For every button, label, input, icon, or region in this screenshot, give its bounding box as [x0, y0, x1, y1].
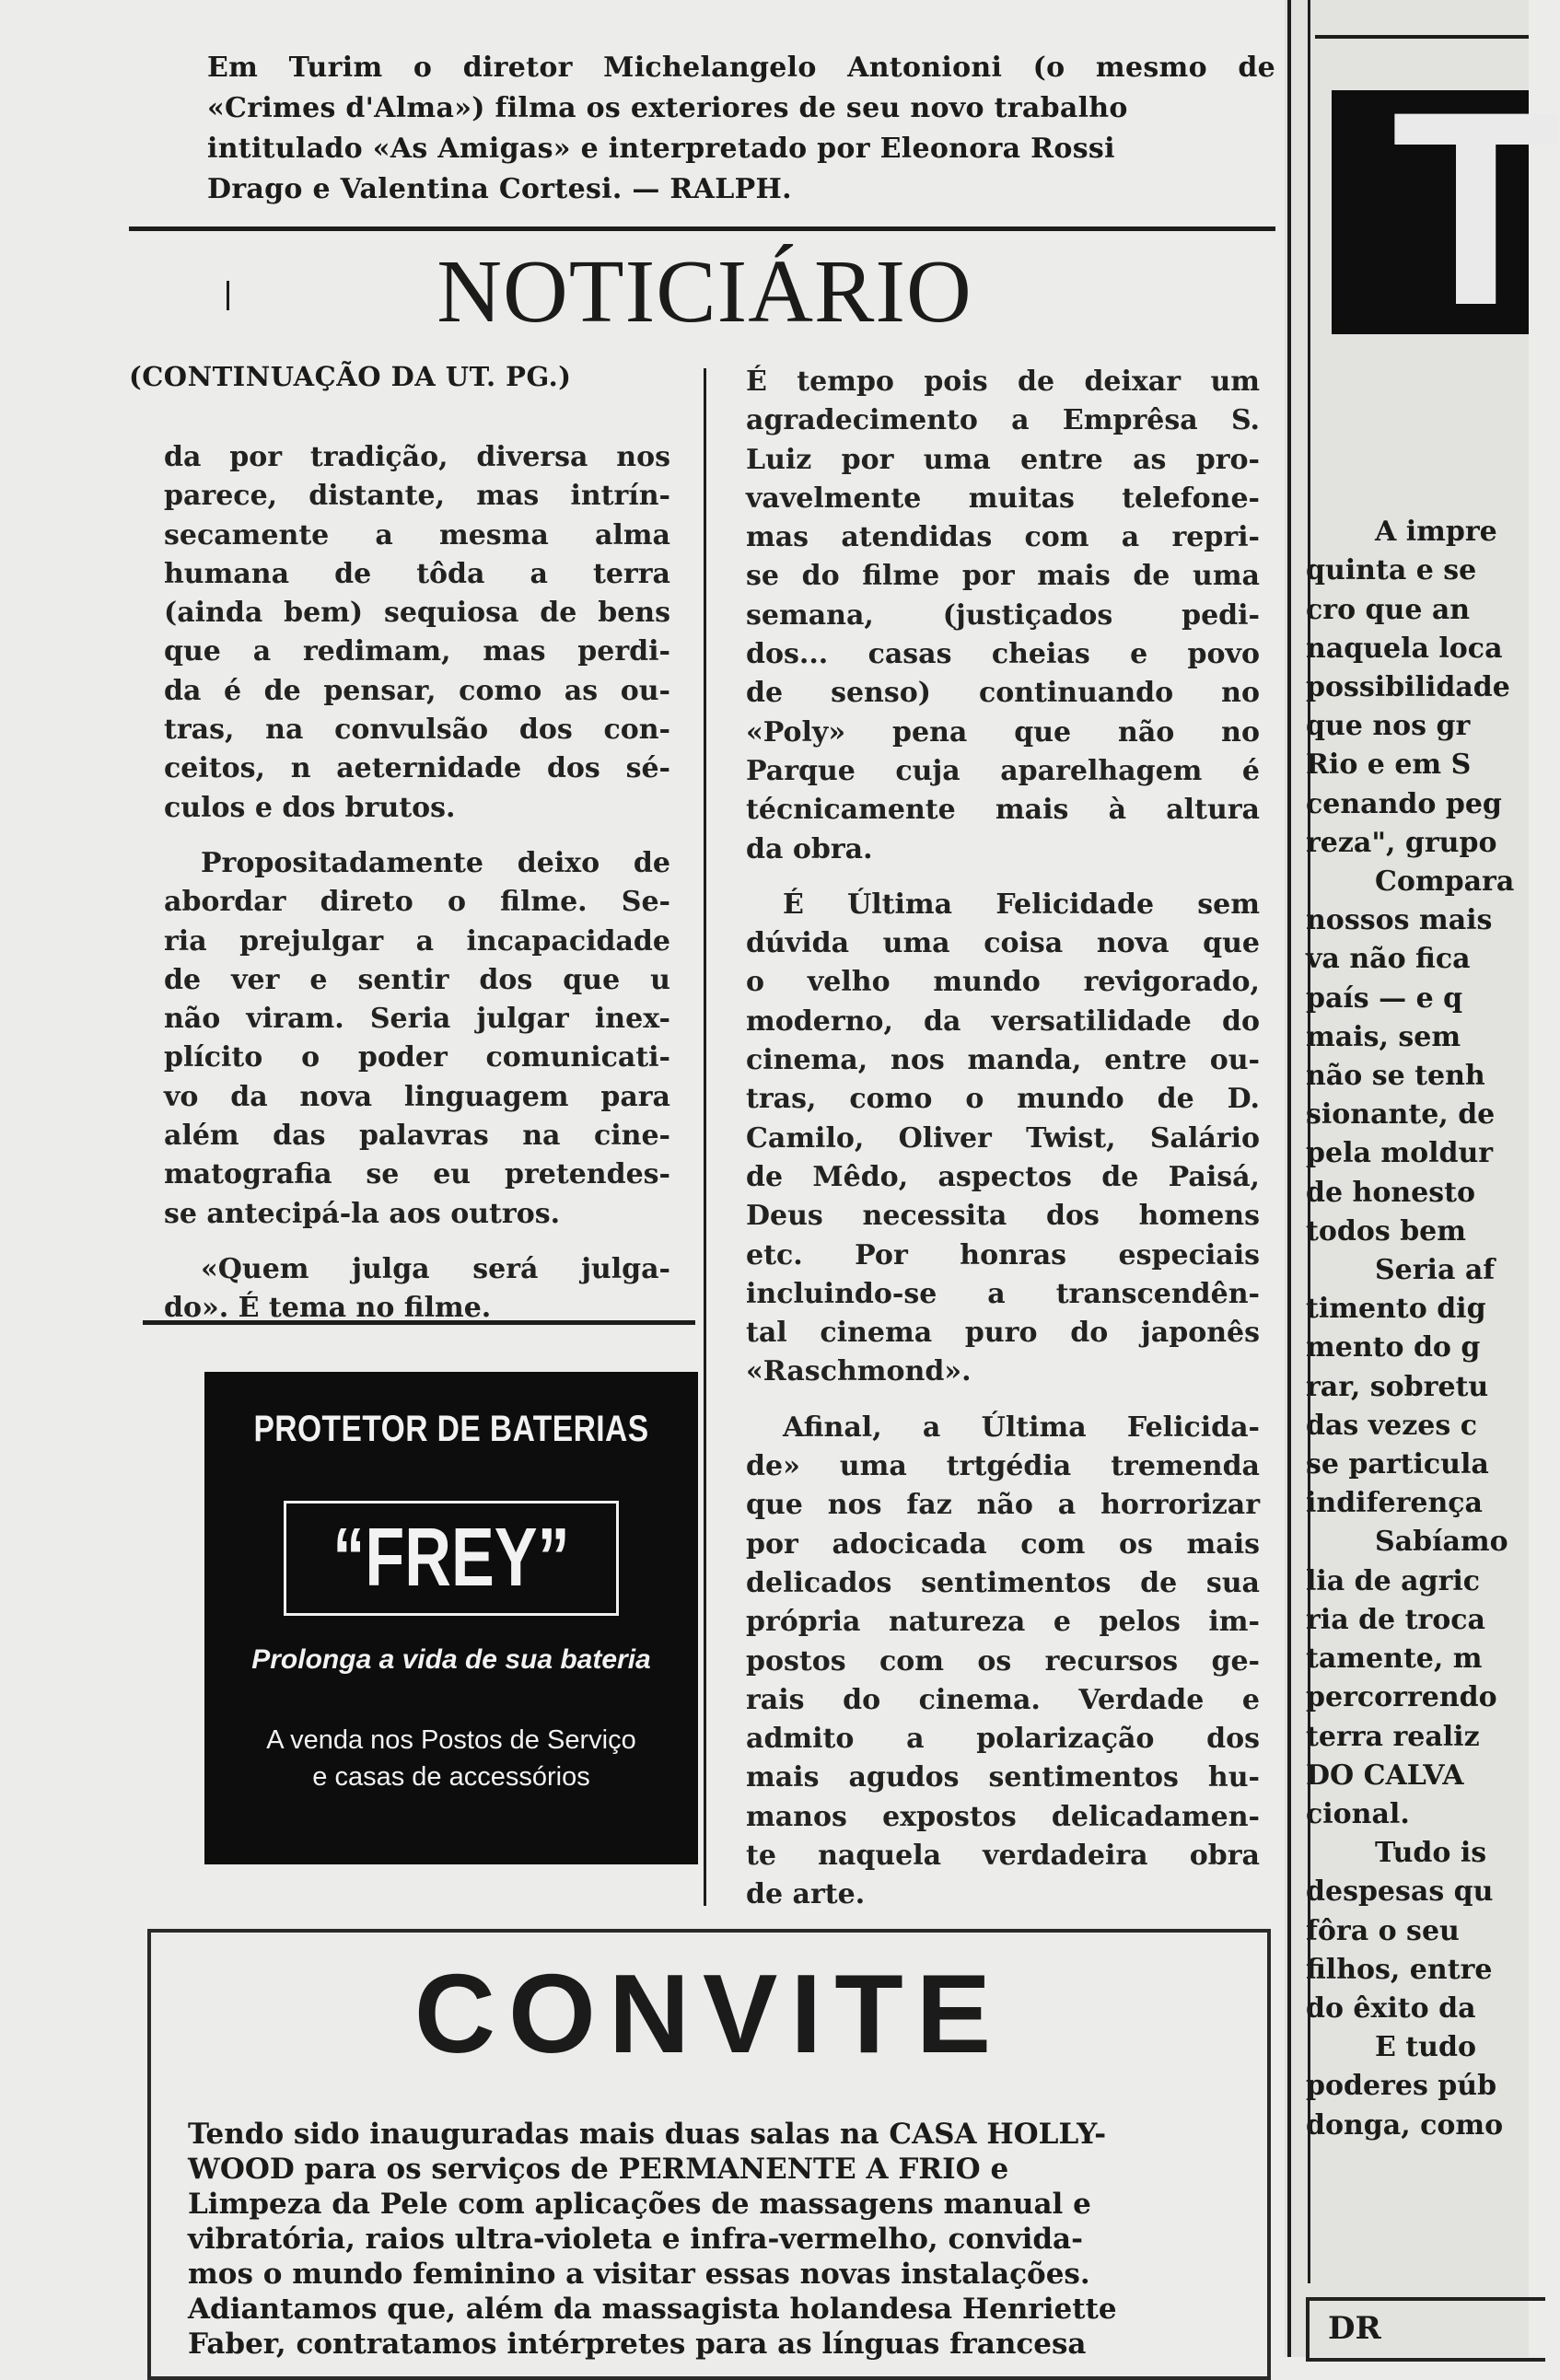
text-line: admito a polarização dos [746, 1723, 1260, 1756]
intro-line: «Crimes d'Alma») filma os exteriores de seu novo trabalho [207, 92, 1128, 124]
adjacent-text-line: va não fica [1306, 943, 1471, 976]
convite-line: WOOD para os serviços de PERMANENTE A FRIO e [188, 2153, 1009, 2186]
text-line: postos com os recursos ge- [746, 1644, 1260, 1678]
text-line: se antecipá-la aos outros. [164, 1197, 561, 1230]
ad-brand: “FREY” [332, 1512, 570, 1604]
text-line: cinema, nos manda, entre ou- [746, 1044, 1260, 1077]
adjacent-text-line [1306, 474, 1545, 513]
text-line: tras, na convulsão dos con- [164, 714, 670, 747]
adjacent-text-line: cional. [1306, 1797, 1410, 1830]
brand-box [284, 1501, 619, 1616]
text-line: da obra. [746, 832, 873, 865]
paragraph-gap [164, 828, 670, 844]
adjacent-text-line: fôra o seu [1306, 1914, 1460, 1947]
adjacent-text-line: indiferença [1306, 1487, 1483, 1520]
paragraph-gap [746, 869, 1260, 886]
adjacent-text-line: se particula [1306, 1448, 1489, 1481]
text-line: tras, como o mundo de D. [746, 1083, 1260, 1116]
adjacent-text-line: DO CALVA [1306, 1759, 1464, 1792]
adjacent-text-line: tamente, m [1306, 1643, 1483, 1676]
intro-line: intitulado «As Amigas» e interpretado por Eleonora Rossi [207, 133, 1115, 165]
column-rule-middle [704, 368, 706, 1906]
text-line: dos... casas cheias e povo [746, 638, 1260, 671]
adjacent-text-line: naquela loca [1306, 632, 1503, 665]
ad-availability-line: A venda nos Postos de Serviço [266, 1725, 636, 1755]
adjacent-article-column [1306, 474, 1545, 2145]
convite-advertisement [147, 1929, 1271, 2380]
convite-title: CONVITE [413, 1951, 1005, 2076]
text-line: «Quem julga será julga- [201, 1252, 670, 1285]
text-line: vo da nova linguagem para [164, 1080, 670, 1113]
adjacent-text-line: filhos, entre [1306, 1953, 1493, 1986]
text-line: mais agudos sentimentos hu- [746, 1761, 1260, 1794]
text-line: parece, distante, mas intrín- [164, 480, 670, 513]
intro-line: Drago e Valentina Cortesi. — RALPH. [207, 173, 792, 205]
convite-line: vibratória, raios ultra-violeta e infra-vermelho, convida- [188, 2223, 1083, 2256]
adjacent-text-line: país — e q [1306, 981, 1463, 1015]
adjacent-text-line: sionante, de [1306, 1098, 1496, 1132]
text-line: manos expostos delicadamen- [746, 1800, 1260, 1833]
masthead-rule [129, 226, 1275, 231]
intro-paragraph [207, 48, 1275, 210]
adjacent-text-line: todos bem [1306, 1214, 1466, 1248]
text-line: de arte. [746, 1878, 866, 1911]
convite-body [188, 2117, 1238, 2362]
text-line: de» uma trtgédia tremenda [746, 1450, 1260, 1483]
text-line: mas atendidas com a repri- [746, 521, 1260, 554]
text-line: de Mêdo, aspectos de Paisá, [746, 1160, 1260, 1193]
text-line: etc. Por honras especiais [746, 1238, 1260, 1271]
adjacent-text-line: terra realiz [1306, 1720, 1480, 1753]
text-line: o velho mundo revigorado, [746, 966, 1260, 999]
section-title: NOTICIÁRIO [437, 242, 972, 342]
adjacent-text-line: A impre [1375, 516, 1497, 549]
convite-line: Tendo sido inauguradas mais duas salas na CASA HOLLY- [188, 2118, 1107, 2151]
text-line: (ainda bem) sequiosa de bens [164, 597, 670, 630]
text-line: Propositadamente deixo de [201, 846, 670, 879]
adjacent-text-line: cro que an [1306, 593, 1471, 626]
adjacent-text-line: poderes púb [1306, 2070, 1497, 2103]
text-line: culos e dos brutos. [164, 791, 456, 824]
column-rule-right [1287, 0, 1291, 2357]
text-line: É Última Felicidade sem [783, 888, 1260, 921]
text-line: «Raschmond». [746, 1355, 972, 1388]
text-line: que a redimam, mas perdi- [164, 635, 670, 668]
text-line: técnicamente mais à altura [746, 794, 1260, 827]
adjacent-text-line: Tudo is [1375, 1837, 1487, 1870]
text-line: plícito o poder comunicati- [164, 1041, 670, 1074]
text-line: Deus necessita dos homens [746, 1200, 1260, 1233]
adjacent-text-line: Seria af [1375, 1254, 1496, 1287]
text-line: da é de pensar, como as ou- [164, 674, 670, 707]
adjacent-text-line: reza", grupo [1306, 826, 1497, 859]
text-line: de ver e sentir dos que u [164, 963, 670, 996]
adjacent-text-line: possibilidade [1306, 671, 1510, 704]
ad-tagline: Prolonga a vida de sua bateria [251, 1644, 651, 1675]
continuation-note: (CONTINUAÇÃO DA UT. PG.) [129, 361, 572, 392]
adjacent-box: DR [1306, 2297, 1545, 2362]
adjacent-text-line: Compara [1375, 865, 1515, 899]
adjacent-text-line: ria de troca [1306, 1603, 1485, 1636]
adjacent-text-line: mento do g [1306, 1331, 1481, 1364]
left-column [164, 438, 670, 1329]
adjacent-text-line: E tudo [1375, 2031, 1476, 2064]
adjacent-text-line: nossos mais [1306, 904, 1493, 937]
adjacent-text-line: Rio e em S [1306, 749, 1472, 782]
adjacent-text-line: não se tenh [1306, 1060, 1485, 1093]
ad-headline: PROTETOR DE BATERIAS [253, 1409, 649, 1449]
adjacent-text-line: quinta e se [1306, 554, 1477, 587]
adjacent-text-line: do êxito da [1306, 1991, 1476, 2025]
adjacent-text-line: lia de agric [1306, 1564, 1481, 1597]
convite-line: mos o mundo feminino a visitar essas novas instalações. [188, 2258, 1090, 2291]
text-line: tal cinema puro do japonês [746, 1317, 1260, 1350]
middle-column [746, 363, 1260, 1915]
text-line: moderno, da versatilidade do [746, 1004, 1260, 1038]
text-line: humana de tôda a terra [164, 557, 670, 590]
text-line: não viram. Seria julgar inex- [164, 1003, 670, 1036]
text-line: ceitos, n aeternidade dos sé- [164, 752, 670, 785]
adjacent-text-line: que nos gr [1306, 710, 1471, 743]
ad-availability [204, 1722, 698, 1795]
adjacent-text-line: cenando peg [1306, 787, 1502, 820]
right-top-rule [1315, 35, 1529, 39]
adjacent-text-line: rar, sobretu [1306, 1370, 1489, 1403]
adjacent-text-line: pela moldur [1306, 1137, 1494, 1170]
adjacent-text-line: de honesto [1306, 1176, 1475, 1209]
text-line: matografia se eu pretendes- [164, 1158, 670, 1191]
text-line: secamente a mesma alma [164, 518, 670, 551]
text-line: além das palavras na cine- [164, 1120, 670, 1153]
text-line: se do filme por mais de uma [746, 560, 1260, 593]
paragraph-gap [746, 1392, 1260, 1409]
text-line: agradecimento a Emprêsa S. [746, 404, 1260, 437]
adjacent-headline-letter: T [1391, 53, 1560, 363]
text-line: te naquela verdadeira obra [746, 1839, 1260, 1872]
text-line: própria natureza e pelos im- [746, 1606, 1260, 1639]
convite-line: Limpeza da Pele com aplicações de massagens manual e [188, 2188, 1091, 2221]
text-line: Camilo, Oliver Twist, Salário [746, 1121, 1260, 1155]
text-line: «Poly» pena que não no [746, 715, 1260, 749]
convite-line: Faber, contratamos intérpretes para as línguas francesa [188, 2328, 1087, 2361]
convite-line: Adiantamos que, além da massagista holandesa Henriette [188, 2293, 1117, 2326]
text-line: É tempo pois de deixar um [746, 366, 1260, 398]
text-line: rais do cinema. Verdade e [746, 1683, 1260, 1716]
intro-line: Em Turim o diretor Michelangelo Antonioni (o mesmo de [207, 52, 1275, 84]
adjacent-text-line: mais, sem [1306, 1020, 1461, 1053]
text-line: por adocicada com os mais [746, 1527, 1260, 1561]
text-line: abordar direto o filme. Se- [164, 886, 670, 919]
paragraph-gap [164, 1234, 670, 1250]
adjacent-text-line: donga, como [1306, 2108, 1504, 2142]
frey-advertisement [204, 1372, 698, 1864]
text-line: Parque cuja aparelhagem é [746, 754, 1260, 787]
text-line: dúvida uma coisa nova que [746, 927, 1260, 960]
text-line: Luiz por uma entre as pro- [746, 443, 1260, 476]
ad-availability-line: e casas de accessórios [312, 1762, 590, 1792]
text-line: vavelmente muitas telefone- [746, 482, 1260, 515]
adjacent-text-line: timento dig [1306, 1293, 1486, 1326]
adjacent-text-line: percorrendo [1306, 1681, 1497, 1714]
text-line: da por tradição, diversa nos [164, 441, 670, 473]
text-line: incluindo-se a transcendên- [746, 1277, 1260, 1310]
text-line: do». É tema no filme. [164, 1292, 492, 1325]
text-line: de senso) continuando no [746, 677, 1260, 710]
text-line: delicados sentimentos de sua [746, 1566, 1260, 1599]
adjacent-text-line: Sabíamo [1375, 1526, 1508, 1559]
text-line: Afinal, a Última Felicida- [783, 1411, 1260, 1444]
text-line: ria prejulgar a incapacidade [164, 924, 670, 958]
adjacent-text-line: despesas qu [1306, 1875, 1494, 1909]
adjacent-text-line: das vezes c [1306, 1409, 1477, 1442]
text-line: semana, (justiçados pedi- [746, 598, 1260, 632]
adjacent-headline-block [1332, 53, 1560, 363]
text-line: que nos faz não a horrorizar [746, 1489, 1260, 1522]
